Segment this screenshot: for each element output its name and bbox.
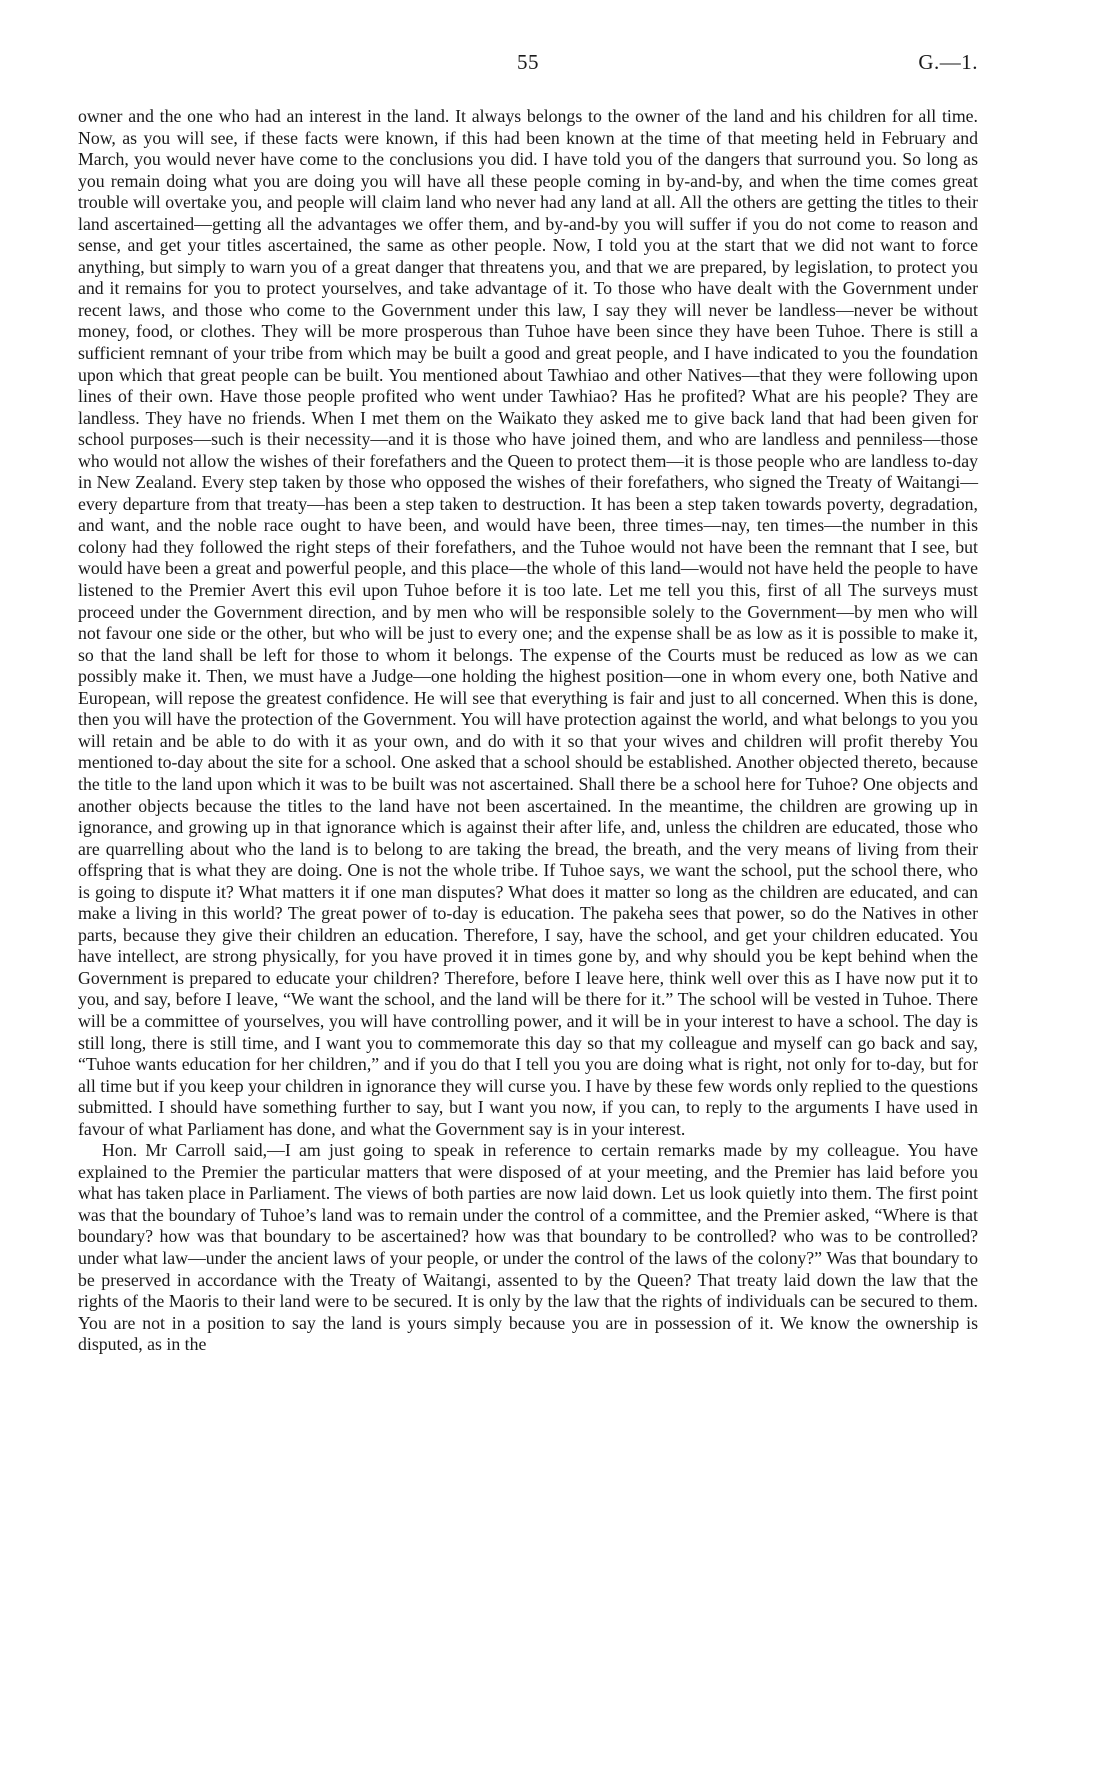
body-text (78, 106, 978, 1356)
document-reference: G.—1. (918, 50, 978, 74)
page-number: 55 (517, 50, 539, 74)
page-header (78, 50, 978, 80)
paragraph-premier-speech-continued: owner and the one who had an interest in the land. It always belongs to the owner of the land and his children for all time. Now, as you will see, if these facts were known, if this had been known at the time of that meeting held in February and March, you would never have come to the conclusions you did. I have told you of the dangers that surround you. So long as you remain doing what you are doing you will have all these people coming in by-and-by, and when the time comes great trouble will overtake you, and people will claim land who never had any land at all. All the others are getting the titles to their land ascertained—getting all the advantages we offer them, and by-and-by you will suffer if you do not come to reason and sense, and get your titles ascertained, the same as other people. Now, I told you at the start that we did not want to force anything, but simply to warn you of a great danger that threatens you, and that we are prepared, by legislation, to protect you and it remains for you to protect yourselves, and take advantage of it. To those who have dealt with the Government under recent laws, and those who come to the Government under this law, I say they will never be landless—never be without money, food, or clothes. They will be more prosperous than Tuhoe have been since they have been Tuhoe. There is still a sufficient remnant of your tribe from which may be built a good and great people, and I have indicated to you the foundation upon which that great people can be built. You mentioned about Tawhiao and other Natives—that they were following upon lines of their own. Have those people profited who went under Tawhiao? Has he profited? What are his people? They are landless. They have no friends. When I met them on the Waikato they asked me to give back land that had been given for school purposes—such is their necessity—and it is those who have joined them, and who are landless and penniless—those who would not allow the wishes of their forefathers and the Queen to protect them—it is those people who are landless to-day in New Zealand. Every step taken by those who opposed the wishes of their forefathers, who signed the Treaty of Waitangi—every departure from that treaty—has been a step taken to destruction. It has been a step taken towards poverty, degradation, and want, and the noble race ought to have been, and would have been, three times—nay, ten times—the number in this colony had they followed the right steps of their forefathers, and the Tuhoe would not have been the remnant that I see, but would have been a great and powerful people, and this place—the whole of this land—would not have held the people to have listened to the Premier Avert this evil upon Tuhoe before it is too late. Let me tell you this, first of all The surveys must proceed under the Government direction, and by men who will be responsible solely to the Government—by men who will not favour one side or the other, but who will be just to every one; and the expense shall be as low as it is possible to make it, so that the land shall be left for those to whom it belongs. The expense of the Courts must be reduced as low as we can possibly make it. Then, we must have a Judge—one holding the highest position—one in whom every one, both Native and European, will repose the greatest confidence. He will see that everything is fair and just to all concerned. When this is done, then you will have the protection of the Government. You will have protection against the world, and what belongs to you you will retain and be able to do with it as your own, and do with it so that your wives and children will profit thereby You mentioned to-day about the site for a school. One asked that a school should be established. Another objected thereto, because the title to the land upon which it was to be built was not ascertained. Shall there be a school here for Tuhoe? One objects and another objects because the titles to the land have not been ascertained. In the meantime, the children are growing up in ignorance, and growing up in that ignorance which is against their after life, and, unless the children are educated, those who are quarrelling about who the land is to belong to are taking the bread, the breath, and the very means of living from their offspring that is what they are doing. One is not the whole tribe. If Tuhoe says, we want the school, put the school there, who is going to dispute it? What matters it if one man disputes? What does it matter so long as the children are educated, and can make a living in this world? The great power of to-day is education. The pakeha sees that power, so do the Natives in other parts, because they give their children an education. Therefore, I say, have the school, and get your children educated. You have intellect, are strong physically, for you have proved it in times gone by, and why should you be kept behind when the Government is prepared to educate your children? Therefore, before I leave here, think well over this as I have now put it to you, and say, before I leave, “We want the school, and the land will be there for it.” The school will be vested in Tuhoe. There will be a committee of yourselves, you will have controlling power, and it will be in your interest to have a school. The day is still long, there is still time, and I want you to commemorate this day so that my colleague and myself can go back and say, “Tuhoe wants education for her children,” and if you do that I tell you you are doing what is right, not only for to-day, but for all time but if you keep your children in ignorance they will curse you. I have by these few words only replied to the questions submitted. I should have something further to say, but I want you now, if you can, to reply to the arguments I have used in favour of what Parliament has done, and what the Government say is in your interest. (78, 106, 978, 1139)
paragraph-carroll-speech: Hon. Mr Carroll said,—I am just going to speak in reference to certain remarks made by my colleague. You have explained to the Premier the particular matters that were disposed of at your meeting, and the Premier has laid before you what has taken place in Parliament. The views of both parties are now laid down. Let us look quietly into them. The first point was that the boundary of Tuhoe’s land was to remain under the control of a committee, and the Premier asked, “Where is that boundary? how was that boundary to be ascertained? how was that boundary to be controlled? who was to be controlled? under what law—under the ancient laws of your people, or under the control of the laws of the colony?” Was that boundary to be preserved in accordance with the Treaty of Waitangi, assented to by the Queen? That treaty laid down the law that the rights of the Maoris to their land were to be secured. It is only by the law that the rights of individuals can be secured to them. You are not in a position to say the land is yours simply because you are in possession of it. We know the ownership is disputed, as in the (78, 1140, 978, 1355)
